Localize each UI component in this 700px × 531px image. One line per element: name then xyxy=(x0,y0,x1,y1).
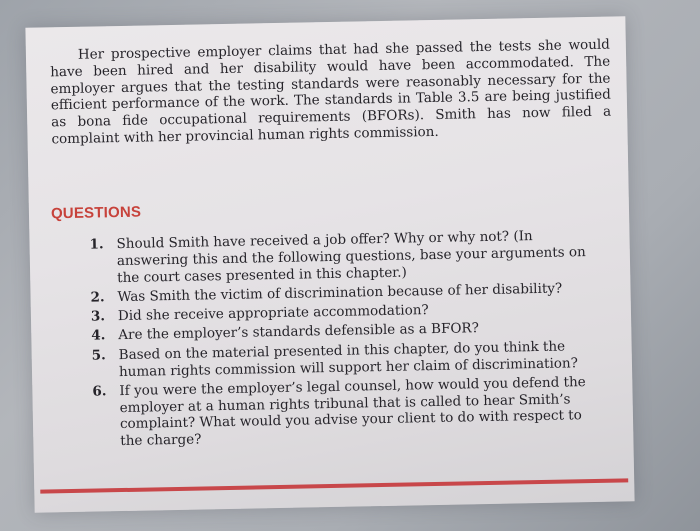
question-text: Should Smith have received a job offer? Why or why not? (In answering this and the following questions, base your arguments on the court cases presented in this chapter.) xyxy=(116,228,586,286)
section-divider xyxy=(40,478,628,493)
question-number: 4. xyxy=(91,327,106,345)
question-text: Did she receive appropriate accommodation? xyxy=(117,302,429,325)
question-number: 2. xyxy=(90,289,105,306)
question-number: 3. xyxy=(90,308,106,325)
question-text: Based on the material presented in this chapter, do you think the human rights commission will support her claim of discrimination? xyxy=(118,338,579,380)
questions-list xyxy=(89,227,603,453)
question-text: Are the employer’s standards defensible as a BFOR? xyxy=(118,320,480,344)
questions-heading: QUESTIONS xyxy=(50,203,142,223)
question-number: 1. xyxy=(89,236,104,253)
question-text: Was Smith the victim of discrimination because of her disability? xyxy=(117,280,563,305)
question-item xyxy=(89,227,600,287)
question-text: If you were the employer’s legal counsel, how would you defend the employer at a human rights tribunal that is called to hear Smith’s complaint? What would you advise your client to do with respect to the charge? xyxy=(119,373,586,450)
question-number: 6. xyxy=(92,383,107,400)
textbook-page xyxy=(25,16,634,512)
question-item xyxy=(92,374,603,451)
case-paragraph: Her prospective employer claims that had she passed the tests she would have been hired and her disability would have been accommodated. The employer argues that the testing standards were reasonably necessary for the efficient performance of the work. The standards in Table 3.5 are being justified as bona fide occupational requirements (BFORs). Smith has now filed a complaint with her provincial human rights commission. xyxy=(50,36,612,148)
question-number: 5. xyxy=(91,347,106,364)
